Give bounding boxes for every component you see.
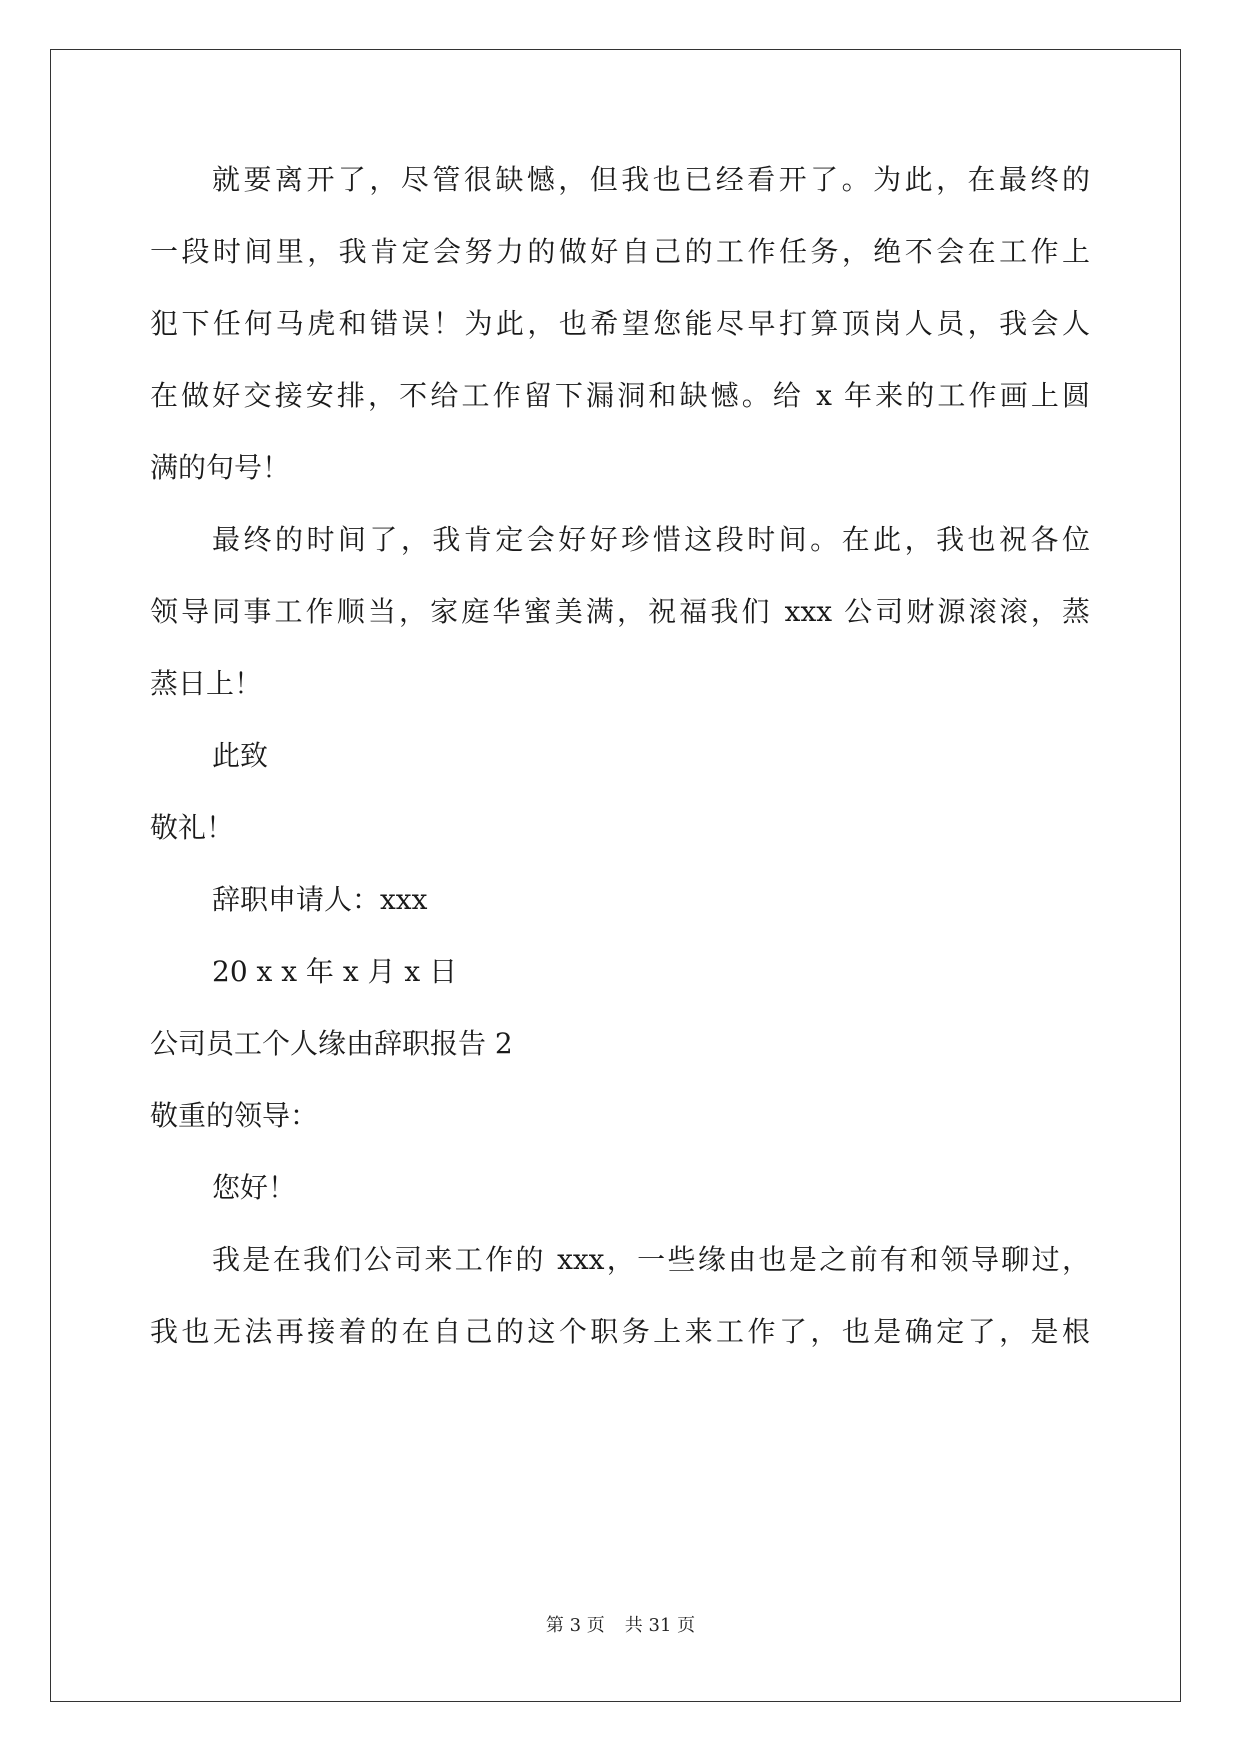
paragraph-line: 我是在我们公司来工作的 xxx，一些缘由也是之前有和领导聊过， [212, 1243, 1090, 1276]
page-border [50, 49, 1181, 1702]
paragraph-line: 就要离开了，尽管很缺憾，但我也已经看开了。为此，在最终的 [212, 163, 1090, 196]
greeting-recipient: 敬重的领导： [150, 1099, 319, 1132]
paragraph-line: 领导同事工作顺当，家庭华蜜美满，祝福我们 xxx 公司财源滚滚，蒸 [150, 595, 1090, 628]
paragraph-line: 在做好交接安排，不给工作留下漏洞和缺憾。给 x 年来的工作画上圆 [150, 379, 1090, 412]
greeting: 您好！ [212, 1171, 297, 1204]
paragraph-line: 最终的时间了，我肯定会好好珍惜这段时间。在此，我也祝各位 [212, 523, 1090, 556]
paragraph-line: 犯下任何马虎和错误！为此，也希望您能尽早打算顶岗人员，我会人 [150, 307, 1090, 340]
paragraph-line: 我也无法再接着的在自己的这个职务上来工作了，也是确定了，是根 [150, 1315, 1090, 1348]
paragraph-line: 蒸日上！ [150, 667, 263, 700]
page-footer [0, 1614, 1241, 1638]
paragraph-line: 满的句号！ [150, 451, 291, 484]
closing-salutation: 此致 [212, 739, 269, 772]
signature-name: 辞职申请人：xxx [212, 883, 428, 916]
page-total: 共 31 页 [624, 1615, 696, 1636]
section-title: 公司员工个人缘由辞职报告 2 [150, 1027, 513, 1060]
signature-date: 20 x x 年 x 月 x 日 [212, 955, 458, 988]
page-number: 第 3 页 [545, 1615, 605, 1636]
paragraph-line: 一段时间里，我肯定会努力的做好自己的工作任务，绝不会在工作上 [150, 235, 1090, 268]
closing-regards: 敬礼！ [150, 811, 235, 844]
